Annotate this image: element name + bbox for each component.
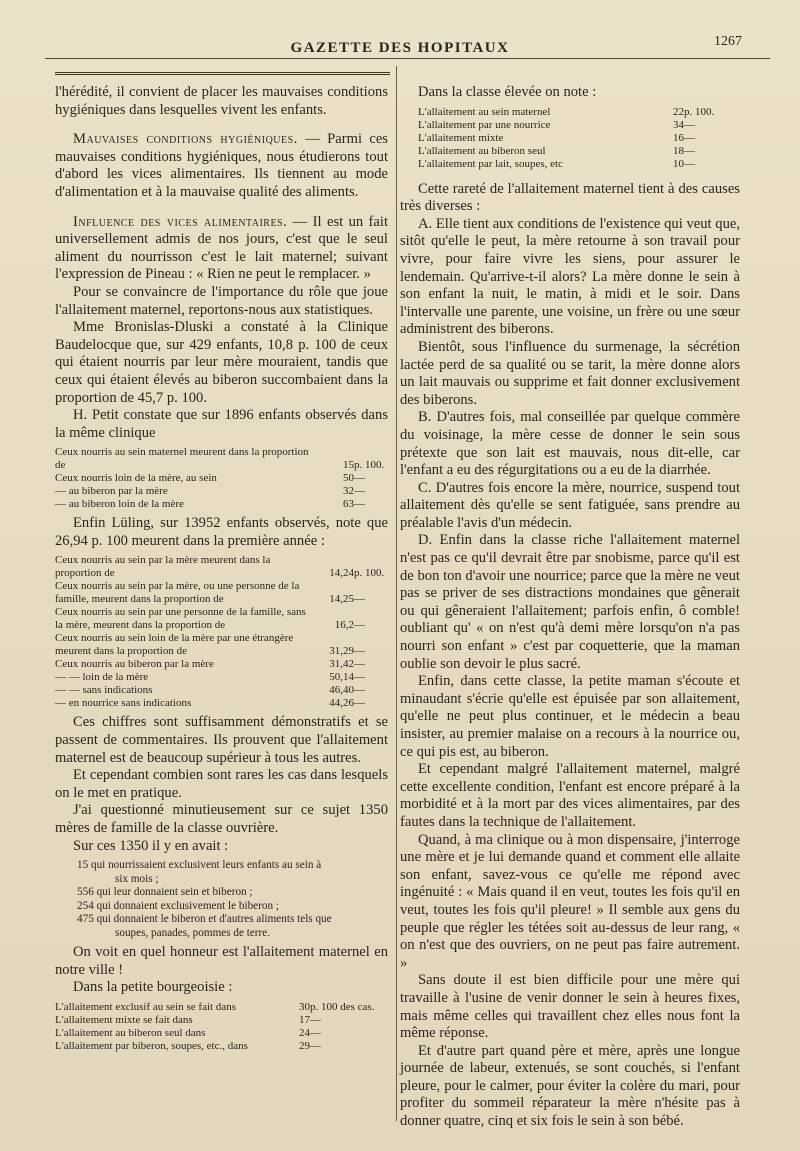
paragraph: l'hérédité, il convient de placer les mauvaises conditions hygiéniques dans lesquelles vivent les enfants. xyxy=(55,84,388,118)
table-row: — au biberon par la mère 32 — xyxy=(55,485,365,498)
paragraph: Bientôt, sous l'influence du surmenage, la sécrétion lactée perd de sa qualité ou se tarit, la mère donne alors un lait mauvais ou supprime et fait donner exclusivement des biberons. xyxy=(400,338,740,408)
right-column xyxy=(400,84,740,1131)
table-row: Ceux nourris au sein par une personne de la famille, sans la mère, meurent dans la proportion de 16,2 — xyxy=(55,606,365,632)
table-row: Ceux nourris au biberon par la mère 31,42 — xyxy=(55,658,365,671)
list-item: 475 qui donnaient le biberon et d'autres aliments tels que xyxy=(77,913,332,926)
section-heading: Influence des vices alimentaires. xyxy=(73,213,288,230)
paragraph: D. Enfin dans la classe riche l'allaitement maternel n'est pas ce qu'il devrait être par snobisme, parce qu'il est de bon ton d'avoir une nourrice; parce que la mère ne veut pas se priver de ses distractions mondaines que gênerait ou qui gêneraient l'allaitement; parfois enfin, ô comble! oubliant qu' « on n'est qu'à demi mère lorsqu'on n'a pas nourri son enfant » c'est par coquetterie, que la maman oublie son devoir le plus sacré. xyxy=(400,532,740,672)
section-heading: Mauvaises conditions hygiéniques. xyxy=(73,131,298,148)
table-row: Ceux nourris au sein par la mère, ou une personne de la famille, meurent dans la proportion de 14,25 — xyxy=(55,580,365,606)
table-row: L'allaitement mixte se fait dans 17 — xyxy=(55,1014,321,1026)
table-row: Ceux nourris au sein par la mère meurent dans la proportion de 14,24 p. 100. xyxy=(55,554,385,580)
table-row: L'allaitement au biberon seul dans 24 — xyxy=(55,1027,321,1039)
list-item: 15 qui nourrissaient exclusivent leurs enfants au sein à xyxy=(77,859,322,872)
paragraph: Et d'autre part quand père et mère, après une longue journée de labeur, extenués, se sont couchés, si l'enfant pleure, pour le calmer, pour éviter la colère du mari, pour profiter du sommeil réparateur la mère n'hésite pas à donner quatre, cinq et six fois le sein à son bébé. xyxy=(400,1042,740,1130)
list-item: 556 qui leur donnaient sein et biberon ; xyxy=(77,886,253,899)
table-row: — — loin de la mère 50,14 — xyxy=(55,671,365,684)
paragraph: J'ai questionné minutieusement sur ce sujet 1350 mères de famille de la classe ouvrière. xyxy=(55,802,388,837)
paragraph: Influence des vices alimentaires. — Il est un fait universellement admis de nos jours, c'est que le seul aliment du nourrisson c'est le lait maternel; suivant l'expression de Pineau : « Rien ne peut le remplacer. » xyxy=(55,213,388,283)
paragraph: Quand, à ma clinique ou à mon dispensaire, j'interroge une mère et je lui demande quand et comment elle allaite son enfant, savez-vous ce qu'elle me répond avec ingénuité : « Mais quand il en veut, toutes les fois qu'il en veut, toutes les fois qu'il pleure! » Il semble aux gens du peuple que régler les tétées soit au-dessus de leur rang, « on n'est que des ouvriers, on ne peut pas faire autrement. » xyxy=(400,831,740,971)
table-row: — en nourrice sans indications 44,26 — xyxy=(55,697,365,710)
column-divider xyxy=(396,66,397,1121)
upper-class-table xyxy=(418,106,718,171)
running-head: GAZETTE DES HOPITAUX xyxy=(290,40,510,56)
paragraph: Et cependant combien sont rares les cas dans lesquels on le met en pratique. xyxy=(55,767,388,801)
paragraph: Ces chiffres sont suffisamment démonstratifs et se passent de commentaires. Ils prouvent que l'allaitement maternel est de beaucoup supérieur à tous les autres. xyxy=(55,714,388,766)
paragraph: Mauvaises conditions hygiéniques. — Parmi ces mauvaises conditions hygiéniques, nous étudierons tout d'abord les vices alimentaires. Ils tiennent au mode d'alimentation et à la mauvaise qualité des aliments. xyxy=(55,131,388,200)
paragraph: Sans doute il est bien difficile pour une mère qui travaille à l'usine de venir donner le sein à heures fixes, mais même celles qui travaillent chez elles nous font la même réponse. xyxy=(400,972,740,1042)
paragraph: H. Petit constate que sur 1896 enfants observés dans la même clinique xyxy=(55,407,388,441)
bourgeoisie-table xyxy=(55,1001,388,1053)
mortality-table-petit xyxy=(55,446,388,511)
list-item: 254 qui donnaient exclusivement le biberon ; xyxy=(77,899,279,912)
mortality-table-luling xyxy=(55,554,388,710)
paragraph: Dans la classe élevée on note : xyxy=(418,84,597,100)
table-row: Ceux nourris au sein loin de la mère par une étrangère meurent dans la proportion de 31,29 — xyxy=(55,632,365,658)
paragraph: Mme Bronislas-Dluski a constaté à la Clinique Baudelocque que, sur 429 enfants, 10,8 p. 100 de ceux qui étaient nourris par leur mère mouraient, tandis que ceux qui étaient élevés au biberon succombaient dans la proportion de 45,7 p. 100. xyxy=(55,319,388,406)
table-row: — — sans indications 46,40 — xyxy=(55,684,365,697)
paragraph: Enfin Lüling, sur 13952 enfants observés, note que 26,94 p. 100 meurent dans la première année : xyxy=(55,515,388,549)
paragraph: A. Elle tient aux conditions de l'existence qui veut que, sitôt qu'elle le peut, la mère retourne à son travail pour vivre, pour faire vivre les siens, pour assurer le lendemain. Qu'arrive-t-il alors? La mère donne le sein à son enfant la nuit, le matin, à midi et le soir. Dans l'intervalle une parente, une voisine, un frère ou une sœur administrent des biberons. xyxy=(400,215,740,338)
table-row: L'allaitement au biberon seul 18 — xyxy=(418,144,695,157)
paragraph: Et cependant malgré l'allaitement maternel, malgré cette excellente condition, l'enfant est encore préparé à la morbidité et à la mort par des vices alimentaires, par des fautes dans la technique de l'allaitement. xyxy=(400,761,740,830)
survey-list xyxy=(77,859,388,940)
paragraph: Pour se convaincre de l'importance du rôle que joue l'allaitement maternel, reportons-nous aux statistiques. xyxy=(55,283,388,318)
table-row: L'allaitement par une nourrice 34 — xyxy=(418,118,695,131)
header-rule xyxy=(45,58,770,59)
table-row: Ceux nourris loin de la mère, au sein 50 — xyxy=(55,472,365,485)
paragraph: Enfin, dans cette classe, la petite maman s'écoute et minaudant s'écrie qu'elle est épuisée par son allaitement, qu'elle ne peut plus continuer, et le médecin a beau insister, au premier malaise on a recours à la nourrice ou, ce qui pis est, au biberon. xyxy=(400,673,740,760)
paragraph: Dans la petite bourgeoisie : xyxy=(73,979,233,996)
table-row: L'allaitement mixte 16 — xyxy=(418,131,695,144)
table-row: Ceux nourris au sein maternel meurent dans la proportion de 15 p. 100. xyxy=(55,446,385,472)
left-column xyxy=(55,84,388,1057)
table-row: L'allaitement au sein maternel 22 p. 100. xyxy=(418,105,715,118)
paragraph: Sur ces 1350 il y en avait : xyxy=(73,837,229,854)
page-number: 1267 xyxy=(714,34,742,49)
paragraph: B. D'autres fois, mal conseillée par quelque commère du voisinage, la mère cesse de donner le sein sous prétexte que son lait est mauvais, nous dit-elle, car l'enfant a eu des régurgitations ou a eu de la diarrhée. xyxy=(400,409,740,479)
table-row: — au biberon loin de la mère 63 — xyxy=(55,498,365,511)
table-row: L'allaitement exclusif au sein se fait dans 30 p. 100 des cas. xyxy=(55,1001,375,1013)
section-double-rule xyxy=(55,72,390,79)
table-row: L'allaitement par lait, soupes, etc 10 — xyxy=(418,157,695,170)
paragraph: Cette rareté de l'allaitement maternel tient à des causes très diverses : xyxy=(400,180,740,215)
list-item-continuation: six mois ; xyxy=(115,872,159,885)
paragraph: On voit en quel honneur est l'allaitement maternel en notre ville ! xyxy=(55,944,388,978)
list-item-continuation: soupes, panades, pommes de terre. xyxy=(115,926,271,939)
table-row: L'allaitement par biberon, soupes, etc., dans 29 — xyxy=(55,1040,321,1052)
paragraph: C. D'autres fois encore la mère, nourrice, suspend tout allaitement dès qu'elle se sent fatiguée, sans prendre au préalable l'avis d'un médecin. xyxy=(400,479,740,531)
